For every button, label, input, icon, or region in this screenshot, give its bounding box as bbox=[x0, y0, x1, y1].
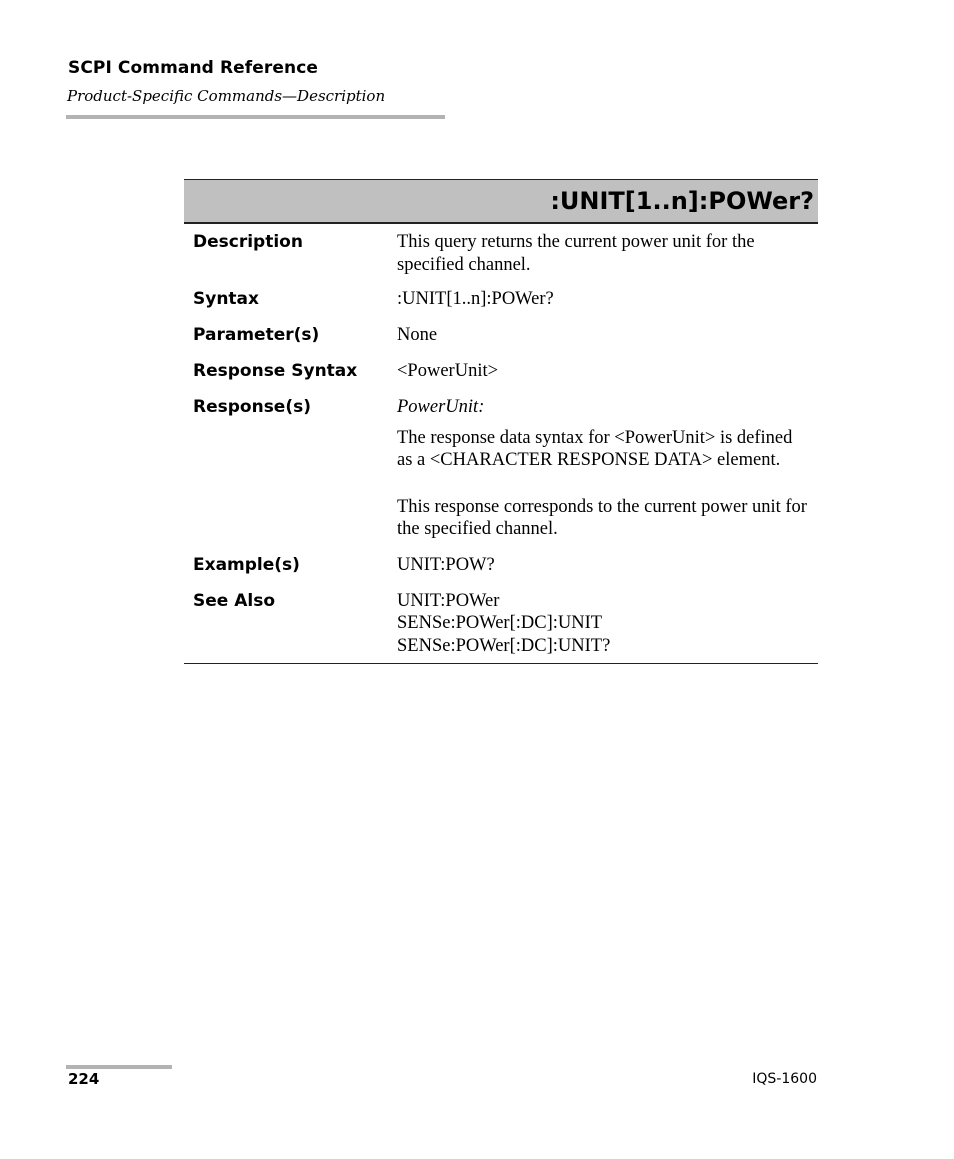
response-syntax-label: Response Syntax bbox=[193, 361, 358, 381]
footer-divider bbox=[66, 1065, 172, 1069]
responses-value bbox=[388, 396, 818, 541]
response-paragraph-2: This response corresponds to the current power unit for the specified channel. bbox=[397, 496, 807, 539]
see-also-row bbox=[184, 590, 818, 658]
parameters-label: Parameter(s) bbox=[193, 325, 320, 345]
examples-row bbox=[184, 554, 818, 577]
examples-label: Example(s) bbox=[193, 554, 300, 575]
command-reference-table bbox=[184, 179, 818, 664]
product-name: IQS-1600 bbox=[752, 1071, 817, 1087]
see-also-label: See Also bbox=[193, 590, 276, 611]
see-also-item: SENSe:POWer[:DC]:UNIT? bbox=[397, 635, 611, 656]
response-name: PowerUnit: bbox=[397, 397, 485, 417]
description-label: Description bbox=[193, 232, 303, 252]
command-title: :UNIT[1..n]:POWer? bbox=[184, 179, 818, 224]
page-number: 224 bbox=[68, 1070, 100, 1088]
section-subtitle: Product-Specific Commands—Description bbox=[67, 87, 386, 105]
syntax-label: Syntax bbox=[193, 289, 259, 309]
description-value: This query returns the current power unit for the specified channel. bbox=[397, 232, 755, 275]
command-details bbox=[184, 231, 818, 664]
see-also-item: UNIT:POWer bbox=[397, 590, 500, 611]
response-syntax-row bbox=[184, 360, 818, 383]
syntax-row bbox=[184, 288, 818, 311]
responses-row bbox=[184, 396, 818, 541]
responses-label: Response(s) bbox=[193, 397, 311, 417]
examples-value: UNIT:POW? bbox=[397, 554, 495, 575]
description-row bbox=[184, 231, 818, 276]
see-also-item: SENSe:POWer[:DC]:UNIT bbox=[397, 613, 603, 633]
parameters-row bbox=[184, 324, 818, 347]
header-divider bbox=[66, 115, 445, 119]
response-syntax-value: <PowerUnit> bbox=[397, 361, 499, 381]
syntax-value: :UNIT[1..n]:POWer? bbox=[397, 289, 554, 309]
response-paragraph-1: The response data syntax for <PowerUnit> is defined as a <CHARACTER RESPONSE DATA> element. bbox=[397, 427, 793, 470]
see-also-list bbox=[388, 590, 818, 658]
parameters-value: None bbox=[397, 325, 438, 345]
section-title: SCPI Command Reference bbox=[68, 58, 319, 78]
